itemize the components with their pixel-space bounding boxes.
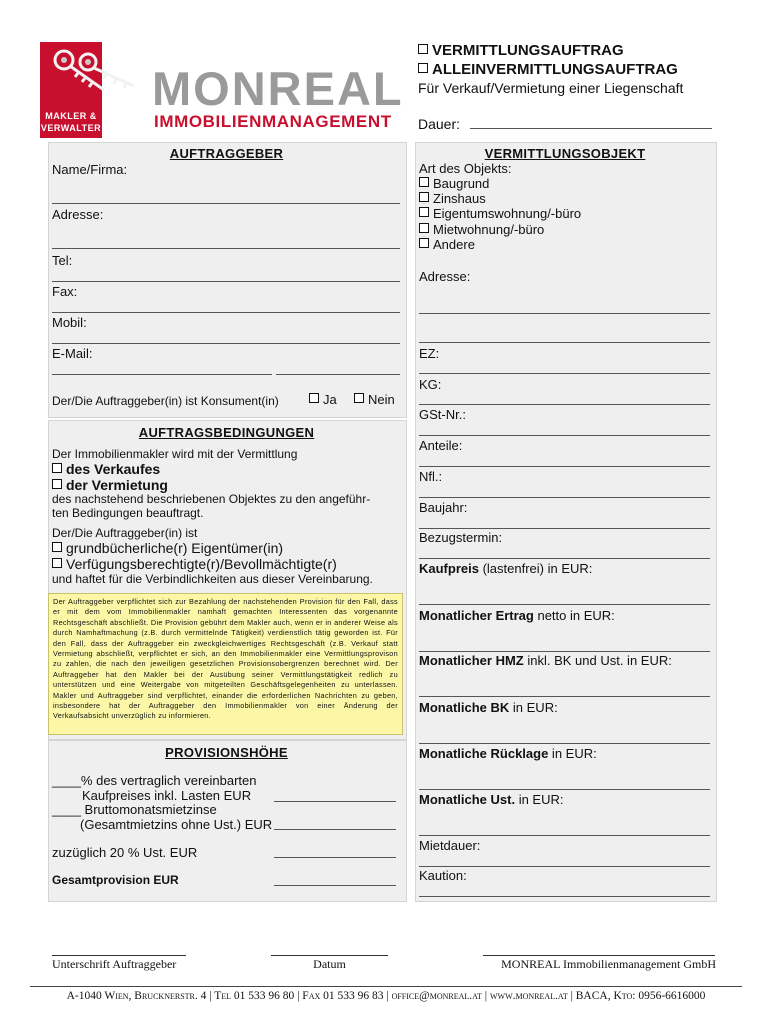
ust-label: Monatliche Ust. in EUR: [419,792,564,807]
provision-gesamt: Gesamtprovision EUR [52,873,179,887]
konsument-label: Der/Die Auftraggeber(in) ist Konsument(in) [52,394,279,408]
checkbox-icon[interactable] [354,393,364,403]
gst-field[interactable] [419,435,710,436]
bedingungen-text2: ten Bedingungen beauftragt. [52,506,204,520]
logo-badge [40,42,102,138]
kg-field[interactable] [419,404,710,405]
objekt-adresse-field-1[interactable] [419,313,710,314]
provision-miete-field[interactable] [274,829,396,830]
nfl-label: Nfl.: [419,469,443,484]
ez-field[interactable] [419,373,710,374]
anteile-field[interactable] [419,466,710,467]
logo-badge-line2: VERWALTER [40,123,102,133]
adresse-field[interactable] [52,248,400,249]
checkbox-icon[interactable] [52,479,62,489]
option-verkauf[interactable]: des Verkaufes [52,461,160,477]
provision-ust-field[interactable] [274,857,396,858]
provision-gesamt-field[interactable] [274,885,396,886]
konsument-ja[interactable]: Ja [309,392,337,407]
type-eigentumswohnung[interactable]: Eigentumswohnung/-büro [419,206,581,221]
bedingungen-title: AUFTRAGSBEDINGUNGEN [138,425,315,440]
option-eigentuemer[interactable]: grundbücherliche(r) Eigentümer(in) [52,540,283,556]
email-label: E-Mail: [52,346,93,361]
dauer-field[interactable] [470,128,712,129]
name-label: Name/Firma: [52,162,128,177]
mobil-label: Mobil: [52,315,87,330]
fax-field[interactable] [52,312,400,313]
provision-title: PROVISIONSHÖHE [165,745,288,760]
email-field-2[interactable] [276,374,400,375]
provision-terms-note: Der Auftraggeber verpflichtet sich zur Bezahlung der nachstehenden Provision für den Fall, dass er mit dem vom Immobilienmakler namhaft gemachten Interessenten das vorgenannte Rechtsgeschäft abschließt. Die Provision gebührt dem Makler auch, wenn er in anderer Weise als durch Namhaftmachung (z.B. durch vermittelnde Tätigkeit) verdienstlich tätig geworden ist. Für den Fall, dass der Auftraggeber ein zweckgleichwertiges Rechtsgeschäft (z.B. Verkauf statt Vermietung abschließt, verpflichtet er sich, an den Immobilienmakler eine Vermittlungsprovison zu zahlen, die nach den jeweiligen gesetzlichen Provisionsobergrenzen berechnet wird. Der Auftraggeber hat den Makler bei der Ausübung seiner Vermittlungstätigkeit redlich zu unterstützen und eine Weitergabe von mitgeteilten Geschäftsgelegenheiten zu unterlassen. Makler und Auftraggeber sind verpflichtet, einander die erforderlichen Nachrichten zu geben, insbesondere hat der Auftraggeber den Immobilienmakler von einer Änderung der Verkaufsabsicht unverzüglich zu informieren. [48,593,403,735]
auftraggeber-title: AUFTRAGGEBER [169,146,284,161]
ez-label: EZ: [419,346,440,361]
logo [40,42,404,140]
bedingungen-haftet: und haftet für die Verbindlichkeiten aus dieser Vereinbarung. [52,572,373,586]
logo-brand: MONREAL [152,62,404,115]
checkbox-icon[interactable] [419,177,429,187]
mietdauer-field[interactable] [419,866,710,867]
signature-datum-line[interactable] [271,955,388,956]
dauer-label: Dauer: [418,116,461,132]
ertrag-label: Monatlicher Ertrag netto in EUR: [419,608,615,623]
checkbox-icon[interactable] [418,44,428,54]
baujahr-field[interactable] [419,528,710,529]
signature-datum-label: Datum [313,957,346,971]
type-zinshaus[interactable]: Zinshaus [419,191,486,206]
signature-monreal-label: MONREAL Immobilienmanagement GmbH [501,957,716,971]
mobil-field[interactable] [52,343,400,344]
hmz-field[interactable] [419,696,710,697]
objekt-adresse-field-2[interactable] [419,342,710,343]
adresse-label: Adresse: [52,207,104,222]
tel-field[interactable] [52,281,400,282]
signature-auftraggeber-line[interactable] [52,955,186,956]
provision-line2: Kaufpreises inkl. Lasten EUR [82,788,252,803]
art-label: Art des Objekts: [419,161,512,176]
provision-line3: ____ Bruttomonatsmietzinse [52,802,217,817]
name-field[interactable] [52,203,400,204]
mietdauer-label: Mietdauer: [419,838,481,853]
bedingungen-text1: des nachstehend beschriebenen Objektes zu den angeführ- [52,492,371,506]
bedingungen-ist: Der/Die Auftraggeber(in) ist [52,526,198,540]
option-alleinvermittlungsauftrag[interactable]: ALLEINVERMITTLUNGSAUFTRAG [418,61,678,78]
ruecklage-label: Monatliche Rücklage in EUR: [419,746,597,761]
checkbox-icon[interactable] [52,558,62,568]
hmz-label: Monatlicher HMZ inkl. BK und Ust. in EUR: [419,653,672,668]
ertrag-field[interactable] [419,651,710,652]
bezug-field[interactable] [419,558,710,559]
checkbox-icon[interactable] [418,63,428,73]
signature-monreal-line[interactable] [483,955,715,956]
ruecklage-field[interactable] [419,789,710,790]
option-vermittlungsauftrag[interactable]: VERMITTLUNGSAUFTRAG [418,42,624,59]
type-baugrund[interactable]: Baugrund [419,176,489,191]
logo-brand-sub: IMMOBILIENMANAGEMENT [154,112,392,131]
provision-ust: zuzüglich 20 % Ust. EUR [52,845,198,860]
provision-line4: (Gesamtmietzins ohne Ust.) EUR [80,817,273,832]
checkbox-icon[interactable] [419,207,429,217]
checkbox-icon[interactable] [52,542,62,552]
type-mietwohnung[interactable]: Mietwohnung/-büro [419,222,544,237]
bk-field[interactable] [419,743,710,744]
baujahr-label: Baujahr: [419,500,468,515]
konsument-nein[interactable]: Nein [354,392,395,407]
email-field-1[interactable] [52,374,272,375]
bedingungen-intro: Der Immobilienmakler wird mit der Vermittlung [52,447,298,461]
option-bevollmaechtigte[interactable]: Verfügungsberechtigte(r)/Bevollmächtigte(r) [52,556,337,572]
checkbox-icon[interactable] [309,393,319,403]
bk-label: Monatliche BK in EUR: [419,700,558,715]
logo-badge-line1: MAKLER & [45,111,97,121]
kg-label: KG: [419,377,442,392]
nfl-field[interactable] [419,497,710,498]
kaufpreis-label: Kaufpreis (lastenfrei) in EUR: [419,561,593,576]
type-andere[interactable]: Andere [419,237,475,252]
kaution-label: Kaution: [419,868,467,883]
kaufpreis-field[interactable] [419,604,710,605]
objekt-adresse-label: Adresse: [419,269,471,284]
footer-contact: A-1040 Wien, Brucknerstr. 4 | Tel 01 533 96 80 | Fax 01 533 96 83 | office@monreal.at | www.monreal.at | BACA, Kto: 0956-6616000 [66,990,706,1002]
keys-icon [44,46,144,108]
checkbox-icon[interactable] [419,223,429,233]
signature-auftraggeber-label: Unterschrift Auftraggeber [52,957,177,971]
auftraggeber-section [48,142,407,418]
kaution-field[interactable] [419,896,710,897]
ust-field[interactable] [419,835,710,836]
fax-label: Fax: [52,284,78,299]
footer-rule [30,986,742,987]
gst-label: GSt-Nr.: [419,407,466,422]
provision-kaufpreis-field[interactable] [274,801,396,802]
anteile-label: Anteile: [419,438,463,453]
objekt-title: VERMITTLUNGSOBJEKT [484,146,646,161]
checkbox-icon[interactable] [419,192,429,202]
checkbox-icon[interactable] [52,463,62,473]
option-vermietung[interactable]: der Vermietung [52,477,168,493]
provision-line1: ____% des vertraglich vereinbarten [52,773,257,788]
objekt-section [415,142,717,902]
header-subtitle: Für Verkauf/Vermietung einer Liegenschaft [418,80,684,96]
checkbox-icon[interactable] [419,238,429,248]
tel-label: Tel: [52,253,73,268]
bezug-label: Bezugstermin: [419,530,503,545]
